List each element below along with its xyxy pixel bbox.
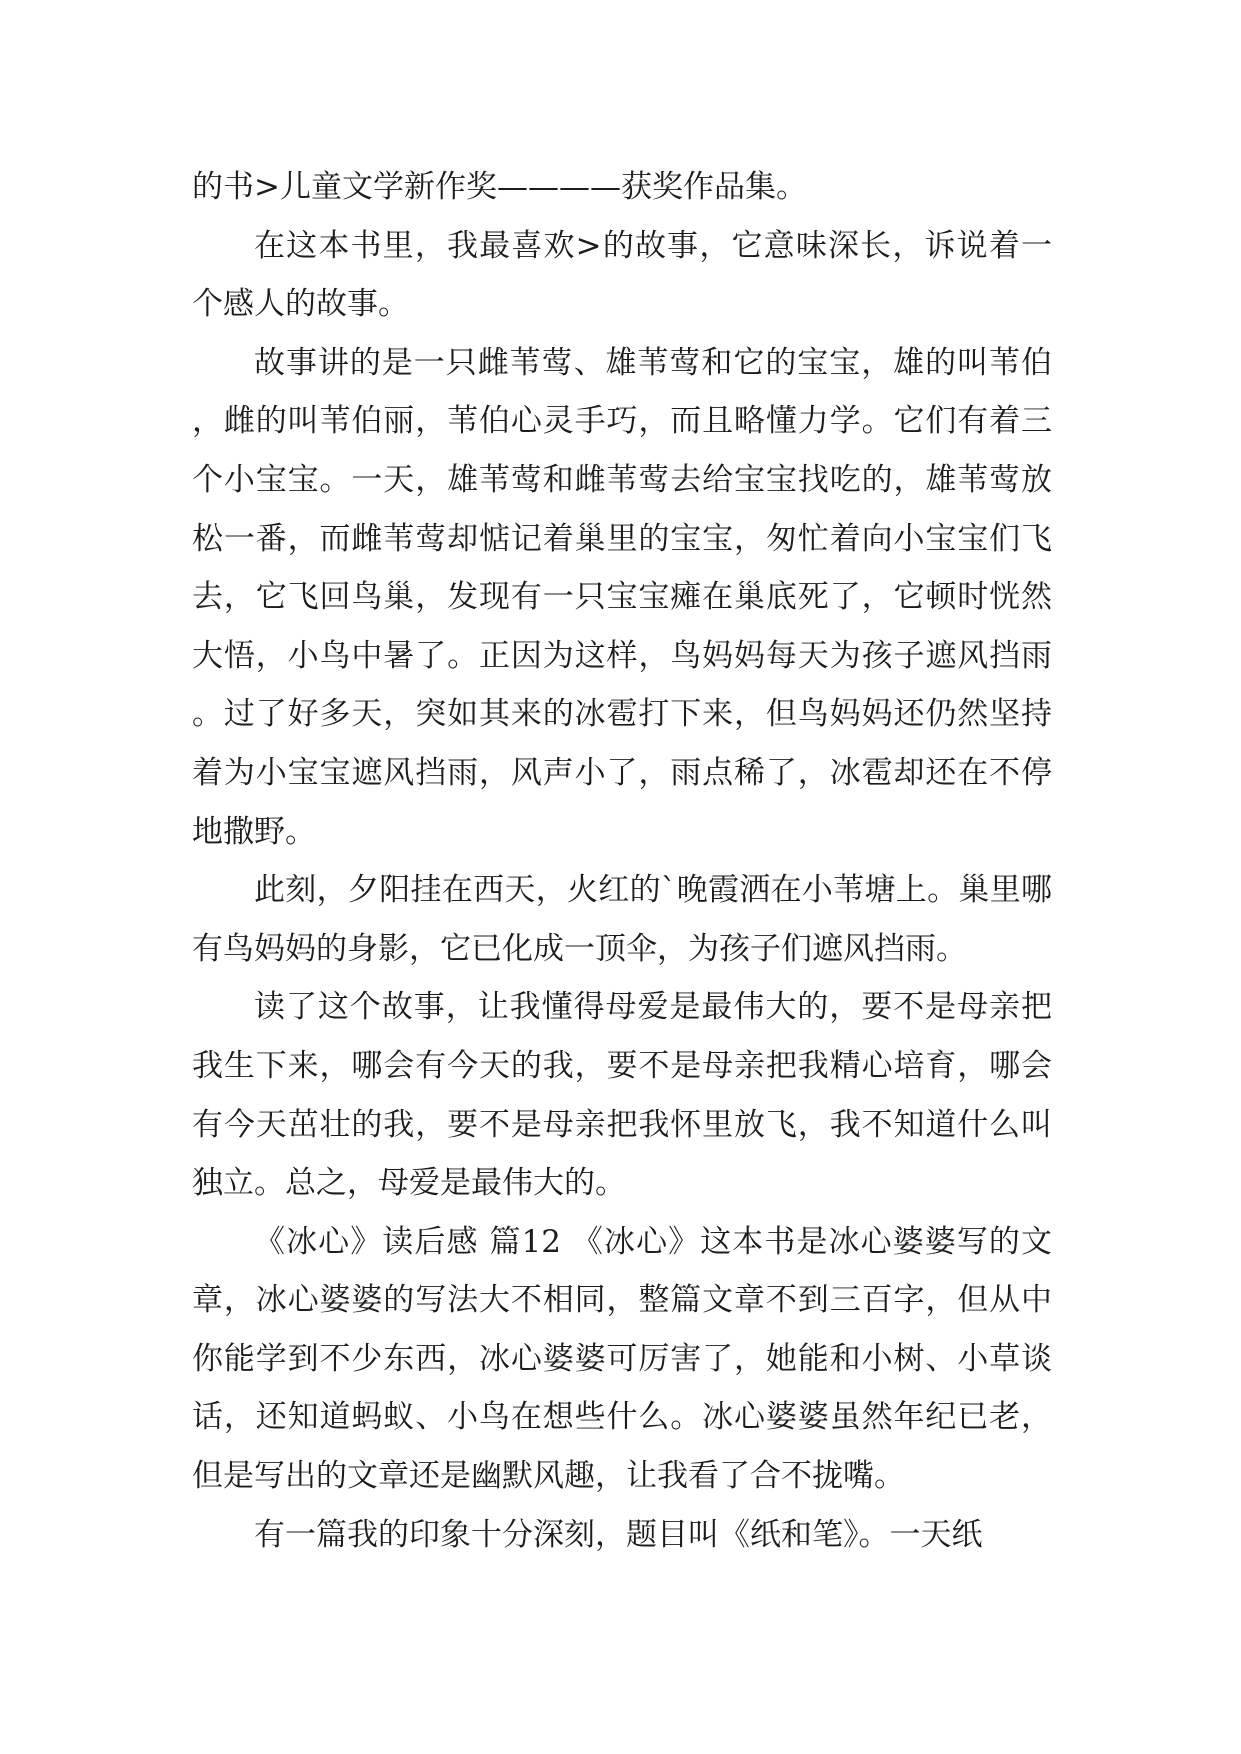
paragraph: 的书>儿童文学新作奖————获奖作品集。 [192, 169, 807, 205]
paragraph: 在这本书里，我最喜欢>的故事，它意味深长，诉说着一个感人的故事。 [192, 227, 1052, 323]
document-body [192, 158, 1052, 1564]
paragraph: 《冰心》读后感 篇12 《冰心》这本书是冰心婆婆写的文章，冰心婆婆的写法大不相同，整篇文章不到三百字，但从中你能学到不少东西，冰心婆婆可厉害了，她能和小树、小草谈话，还知道蚂蚁、小鸟在想些什么。冰心婆婆虽然年纪已老，但是写出的文章还是幽默风趣，让我看了合不拢嘴。 [192, 1223, 1052, 1495]
paragraph: 此刻，夕阳挂在西天，火红的`晚霞洒在小苇塘上。巢里哪有鸟妈妈的身影，它已化成一顶伞，为孩子们遮风挡雨。 [192, 872, 1052, 967]
paragraph: 故事讲的是一只雌苇莺、雄苇莺和它的宝宝，雄的叫苇伯，雌的叫苇伯丽，苇伯心灵手巧，而且略懂力学。它们有着三个小宝宝。一天，雄苇莺和雌苇莺去给宝宝找吃的，雄苇莺放松一番，而雌苇莺却惦记着巢里的宝宝，匆忙着向小宝宝们飞去，它飞回鸟巢，发现有一只宝宝瘫在巢底死了，它顿时恍然大悟，小鸟中暑了。正因为这样，鸟妈妈每天为孩子遮风挡雨。过了好多天，突如其来的冰雹打下来，但鸟妈妈还仍然坚持着为小宝宝遮风挡雨，风声小了，雨点稀了，冰雹却还在不停地撒野。 [192, 344, 1052, 850]
paragraph: 读了这个故事，让我懂得母爱是最伟大的，要不是母亲把我生下来，哪会有今天的我，要不是母亲把我精心培育，哪会有今天茁壮的我，要不是母亲把我怀里放飞，我不知道什么叫独立。总之，母爱是最伟大的。 [192, 989, 1052, 1202]
paragraph: 有一篇我的印象十分深刻，题目叫《纸和笔》。一天纸 [254, 1516, 983, 1553]
